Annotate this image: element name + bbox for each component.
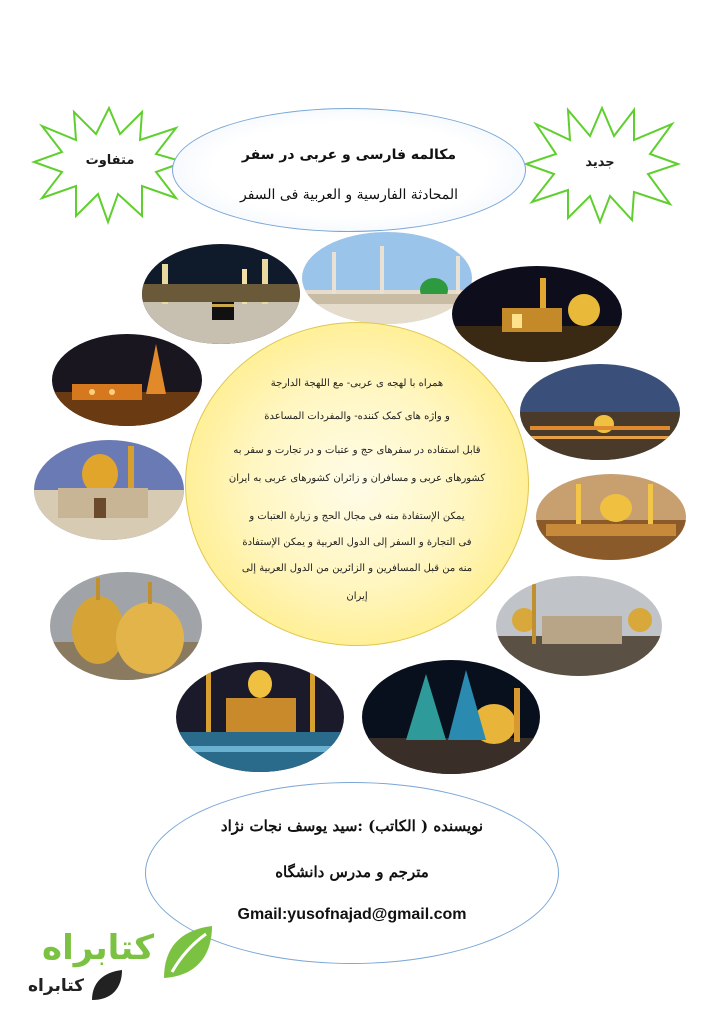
logo-text-small: کتابراه: [28, 976, 85, 996]
twin-domes-photo: [50, 572, 202, 680]
center-description-circle: [185, 322, 529, 646]
minaret-night-photo: [52, 334, 202, 426]
logo-text-main: کتابراه: [42, 928, 155, 968]
center-line-4: کشورهای عربی و مسافران و زائران کشورهای عربی به ایران: [228, 473, 486, 484]
center-line-2: و واژه های کمک کننده- والمفردات المساعدة: [264, 411, 450, 422]
badge-left-label: متفاوت: [85, 153, 135, 168]
title-oval: [172, 108, 526, 232]
kaaba-photo: [142, 244, 300, 344]
author-name: نویسنده ( الکاتب) :سید یوسف نجات نژاد: [220, 817, 484, 835]
author-email[interactable]: Gmail:yusofnajad@gmail.com: [237, 906, 467, 923]
mashhad-night-photo: [176, 662, 344, 772]
karbala-city-photo: [520, 364, 680, 460]
ketabrah-logo[interactable]: [28, 922, 218, 1006]
golden-dome-day-photo: [34, 440, 184, 540]
author-role: مترجم و مدرس دانشگاه: [275, 863, 429, 881]
title-persian: مکالمه فارسی و عربی در سفر: [241, 147, 457, 163]
center-line-7: منه من قبل المسافرين و الزائرين من الدول العربية إلی: [241, 563, 473, 574]
ketabrah-leaf-icon: [156, 922, 216, 982]
center-line-5: يمكن الإستفادة منه فی مجال الحج و زيارة العتبات و: [249, 511, 465, 522]
center-line-1: همراه با لهجه ی عربی- مع اللهجة الدارجة: [270, 378, 444, 389]
center-line-6: فی التجارة و السفر إلی الدول العربية و يمكن الإستفادة: [242, 537, 472, 548]
prophets-mosque-photo: [302, 232, 472, 324]
ketabrah-mark-icon: [88, 968, 126, 1004]
title-arabic: المحادثة الفارسية و العربية فى السفر: [240, 187, 458, 203]
center-line-3: قابل استفاده در سفرهای حج و عتبات و در تجارت و سفر به: [233, 445, 481, 456]
gold-dome-night-photo: [452, 266, 622, 362]
center-line-8: إيران: [346, 591, 368, 602]
imam-reza-shrine-photo: [362, 660, 540, 774]
najaf-shrine-photo: [536, 474, 686, 560]
badge-right-label: جديد: [585, 155, 615, 170]
